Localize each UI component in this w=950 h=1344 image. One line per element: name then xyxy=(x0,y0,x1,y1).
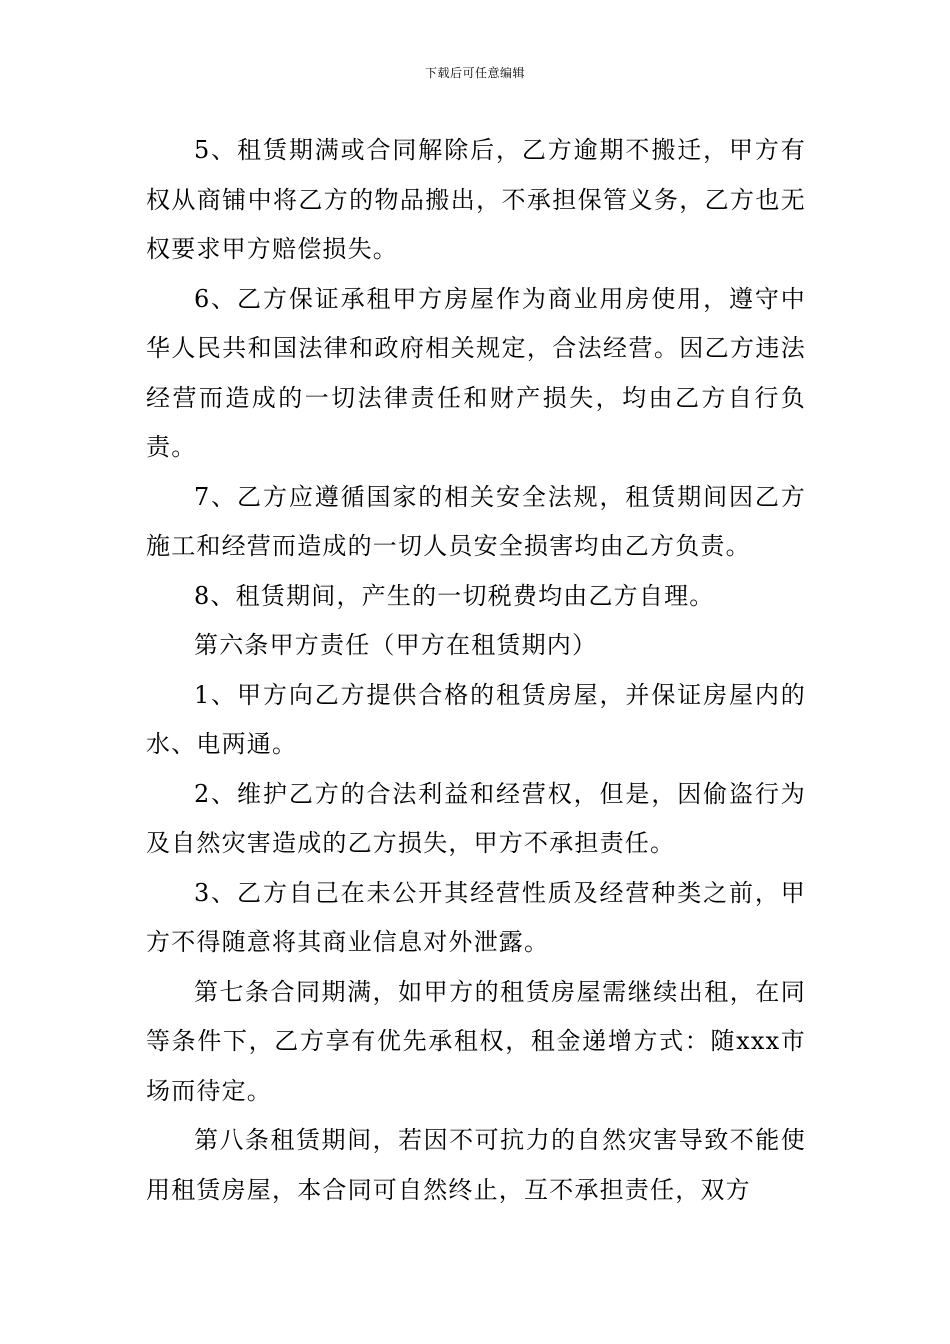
article-6-item-2: 2、维护乙方的合法利益和经营权，但是，因偷盗行为及自然灾害造成的乙方损失，甲方不承担责任。 xyxy=(146,779,806,857)
clause-7-paragraph: 7、乙方应遵循国家的相关安全法规，租赁期间因乙方施工和经营而造成的一切人员安全损害均由乙方负责。 xyxy=(146,482,806,560)
article-8-paragraph: 第八条租赁期间，若因不可抗力的自然灾害导致不能使用租赁房屋，本合同可自然终止，互不承担责任，双方 xyxy=(146,1126,806,1204)
page-header: 下载后可任意编辑 xyxy=(424,66,525,80)
document-body xyxy=(146,126,806,1215)
article-6-item-3: 3、乙方自己在未公开其经营性质及经营种类之前，甲方不得随意将其商业信息对外泄露。 xyxy=(146,878,806,956)
clause-5-paragraph: 5、租赁期满或合同解除后，乙方逾期不搬迁，甲方有权从商铺中将乙方的物品搬出，不承担保管义务，乙方也无权要求甲方赔偿损失。 xyxy=(146,136,806,263)
clause-6-paragraph: 6、乙方保证承租甲方房屋作为商业用房使用，遵守中华人民共和国法律和政府相关规定，合法经营。因乙方违法经营而造成的一切法律责任和财产损失，均由乙方自行负责。 xyxy=(146,284,806,461)
article-6-heading: 第六条甲方责任（甲方在租赁期内） xyxy=(194,631,598,659)
clause-8-paragraph: 8、租赁期间，产生的一切税费均由乙方自理。 xyxy=(194,581,715,610)
article-6-item-1: 1、甲方向乙方提供合格的租赁房屋，并保证房屋内的水、电两通。 xyxy=(146,680,806,758)
article-7-paragraph: 第七条合同期满，如甲方的租赁房屋需继续出租，在同等条件下，乙方享有优先承租权，租金递增方式：随xxx市场而待定。 xyxy=(146,977,806,1105)
